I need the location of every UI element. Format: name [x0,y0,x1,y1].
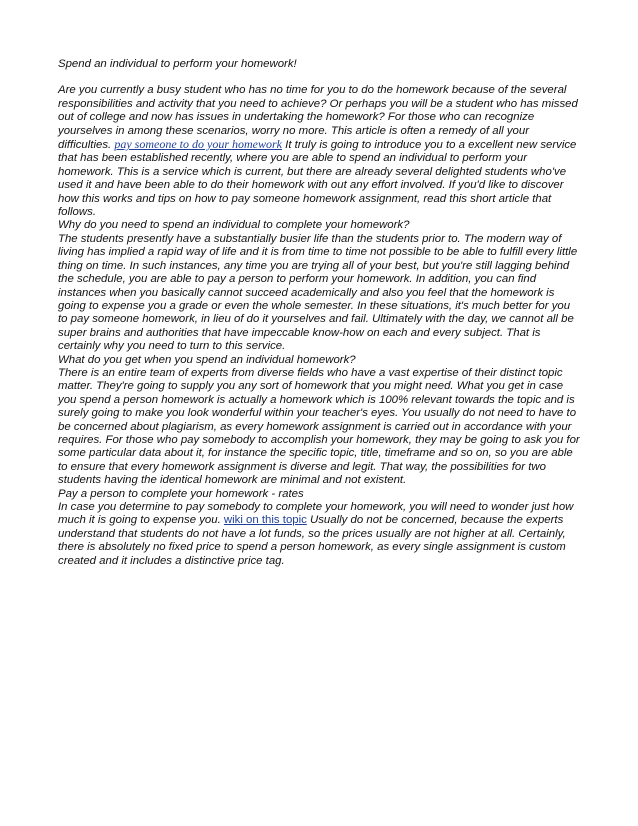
why-paragraph: The students presently have a substantially busier life than the students prior to. The modern way of living has implied a rapid way of life and it is from time to time not possible to be able to fulfill every little thing on time. In such instances, any time you are trying all of your best, but you're still lagging behind the schedule, you are able to pay a person to perform your homework. In addition, you can find instances when you basically cannot succeed academically and also you feel that the homework is going to expense you a grade or even the whole semester. In these situations, it's much better for you to pay someone homework, in lieu of do it yourselves and fail. Ultimately with the day, we cannot all be super brains and authorities that have impeccable know-how on each and every subject. That is certainly why you need to turn to this service. [58,232,578,353]
rates-text-start: In case you determine to pay somebody to complete your homework, you will need to wonder just how much it is going to expense you. [58,501,574,527]
rates-paragraph [58,501,580,568]
intro-text-end: It truly is going to introduce you to a excellent new service that has been established recently, where you are able to spend an individual to perform your homework. This is a service which is current, but there are already several delighted students who've used it and have been able to do their homework with out any effort involved. If you'd like to discover how this works and tips on how to pay someone homework assignment, read this short article that follows. [58,139,577,219]
pay-someone-homework-link[interactable]: pay someone to do your homework [114,137,282,152]
rates-text-end: Usually do not be concerned, because the experts understand that students do not have a lot funds, so the prices usually are not higher at all. Certainly, there is absolutely no fixed price to spend a person homework, as every single assignment is custom created and it includes a distinctive price tag. [58,514,566,567]
section-heading-what: What do you get when you spend an individual homework? [58,353,356,366]
document-title: Spend an individual to perform your homework! [58,58,297,70]
intro-paragraph [58,84,580,219]
wiki-topic-link[interactable]: wiki on this topic [223,514,307,527]
section-heading-rates: Pay a person to complete your homework - rates [58,487,304,500]
section-heading-why: Why do you need to spend an individual to complete your homework? [58,219,410,232]
intro-text-start: Are you currently a busy student who has no time for you to do the homework because of the several responsibilities and activity that you need to achieve? Or perhaps you will be a student who has missed out of college and now has issues in undertaking the homework? For those who can recognize yourselves in among these scenarios, worry no more. This article is often a remedy of all your difficulties. [58,84,578,152]
what-paragraph: There is an entire team of experts from diverse fields who have a vast expertise of their distinct topic matter. They're going to supply you any sort of homework that you might need. What you get in case you spend a person homework is actually a homework which is 100% relevant towards the topic and is surely going to make you look wonderful within your teacher's eyes. You usually do not need to have to be concerned about plagiarism, as every homework assignment is carried out in accordance with your requires. For those who pay somebody to accomplish your homework, they may be going to ask you for some particular data about it, for instance the specific topic, title, timeframe and so on, so you are able to ensure that every homework assignment is diverse and legit. That way, the possibilities for two students having the identical homework are minimal and not existent. [58,366,580,487]
document-page [58,58,580,568]
